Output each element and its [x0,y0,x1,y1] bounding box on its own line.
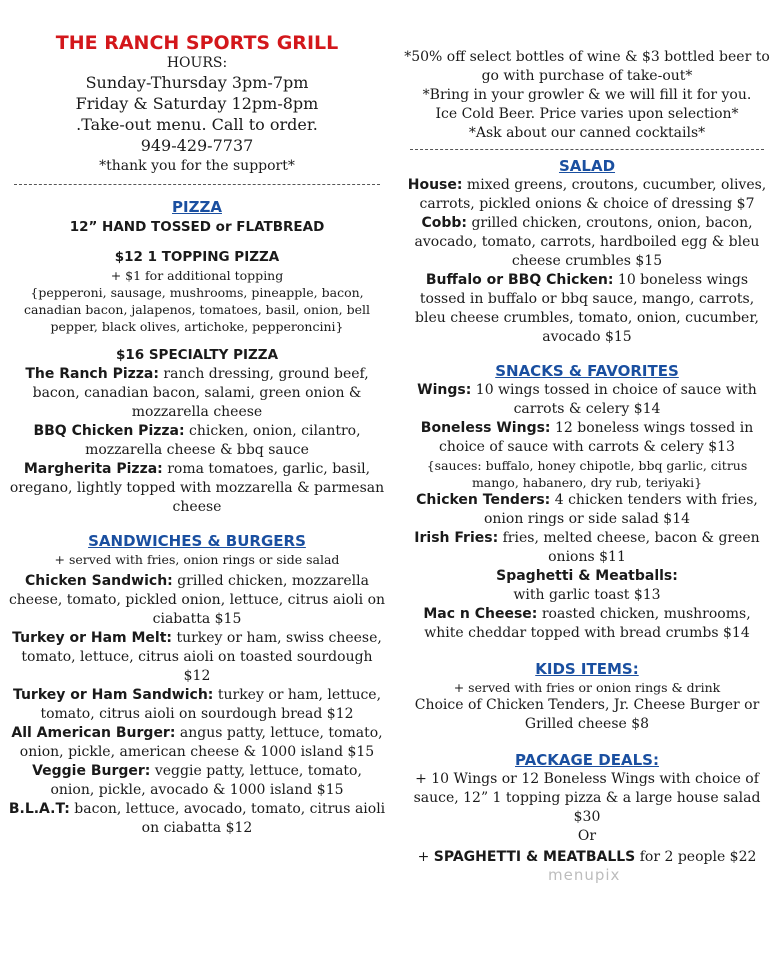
item-desc: angus patty, lettuce, tomato, onion, pickle, american cheese & 1000 island $15 [19,725,383,760]
topping-list: {pepperoni, sausage, mushrooms, pineapple, bacon, canadian bacon, jalapenos, tomatoes, basil, onion, bell pepper, black olives, artichoke, pepperoncini} [24,285,370,334]
item-desc: grilled chicken, croutons, onion, bacon, avocado, tomato, carrots, hardboiled egg & bleu cheese crumbles $15 [414,215,760,269]
package-or: Or [577,828,597,844]
sandwiches-heading: SANDWICHES & BURGERS [88,532,306,550]
menu-item [8,724,386,762]
item-name: The Ranch Pizza: [25,366,159,382]
thanks-note: *thank you for the support* [99,158,295,174]
item-name: Chicken Sandwich: [25,573,173,589]
item-desc: chicken, onion, cilantro, mozzarella cheese & bbq sauce [85,423,361,458]
left-column [8,0,386,838]
menu-item [8,365,386,422]
specialty-pizza-title: $16 SPECIALTY PIZZA [115,347,279,363]
item-desc: fries, melted cheese, bacon & green onions $11 [498,530,760,565]
canned-cocktails: *Ask about our canned cocktails* [468,125,706,141]
item-desc: mixed greens, croutons, cucumber, olives, carrots, pickled onions & choice of dressing $7 [419,177,767,212]
item-name: House: [407,177,463,193]
menu-item [404,381,770,419]
item-name: Turkey or Ham Melt: [12,630,172,646]
menu-item [8,800,386,838]
item-desc: veggie patty, lettuce, tomato, onion, pickle, avocado & 1000 island $15 [50,763,362,798]
pizza-style: 12” HAND TOSSED or FLATBREAD [69,219,325,235]
sandwiches-note: + served with fries, onion rings or side salad [54,552,340,567]
item-desc: 12 boneless wings tossed in choice of sauce with carrots & celery $13 [439,420,754,455]
menu-item [8,629,386,686]
item-desc: roma tomatoes, garlic, basil, oregano, lightly topped with mozzarella & parmesan cheese [9,461,385,515]
hours-weekend: Friday & Saturday 12pm-8pm [75,94,319,113]
package-deal-1: + 10 Wings or 12 Boneless Wings with choice of sauce, 12” 1 topping pizza & a large house salad $30 [413,771,761,825]
item-name: Spaghetti & Meatballs: [496,568,678,584]
divider [410,149,764,150]
menu-item [404,529,770,567]
kids-note: + served with fries or onion rings & drink [453,680,721,695]
item-desc: ranch dressing, ground beef, bacon, canadian bacon, salami, green onion & mozzarella cheese [32,366,369,420]
menu-item [8,762,386,800]
divider [14,184,380,185]
right-column [404,0,770,867]
package-deal-2 [404,848,770,867]
item-name: Buffalo or BBQ Chicken: [425,272,614,288]
menu-item [8,572,386,629]
item-desc: bacon, lettuce, avocado, tomato, citrus aioli on ciabatta $12 [69,801,386,836]
item-name: B.L.A.T: [8,801,70,817]
item-name: Boneless Wings: [420,420,551,436]
growler-offer: *Bring in your growler & we will fill it for you. [422,87,752,103]
ice-cold-beer: Ice Cold Beer. Price varies upon selection* [435,106,739,122]
item-desc: turkey or ham, swiss cheese, tomato, lettuce, citrus aioli on toasted sourdough $12 [21,630,382,684]
item-name: Mac n Cheese: [423,606,538,622]
deal2-desc: for 2 people $22 [635,849,757,865]
menu-item [404,214,770,271]
menu-item [404,419,770,457]
wine-beer-offer: *50% off select bottles of wine & $3 bottled beer to go with purchase of take-out* [404,49,770,84]
hours-weekday: Sunday-Thursday 3pm-7pm [85,73,309,92]
salad-heading: SALAD [558,157,616,175]
pizza-heading: PIZZA [172,198,222,216]
item-desc: grilled chicken, mozzarella cheese, tomato, pickled onion, lettuce, citrus aioli on ciabatta $15 [8,573,386,627]
kids-desc: Choice of Chicken Tenders, Jr. Cheese Burger or Grilled cheese $8 [414,697,760,732]
item-name: Margherita Pizza: [23,461,163,477]
takeout-note: .Take-out menu. Call to order. [76,115,318,134]
item-desc: 4 chicken tenders with fries, onion rings or side salad $14 [483,492,758,527]
item-desc: roasted chicken, mushrooms, white cheddar topped with bread crumbs $14 [424,606,751,641]
item-desc: 10 wings tossed in choice of sauce with carrots & celery $14 [471,382,757,417]
item-desc: with garlic toast $13 [513,587,661,603]
item-desc: 10 boneless wings tossed in buffalo or bbq sauce, mango, carrots, bleu cheese crumbles, tomato, onion, cucumber, avocado $15 [415,272,759,345]
snacks-heading: SNACKS & FAVORITES [495,362,679,380]
menu-item [8,422,386,460]
item-name: Chicken Tenders: [416,492,551,508]
menu-item [404,567,770,605]
item-name: All American Burger: [11,725,176,741]
restaurant-name: THE RANCH SPORTS GRILL [55,32,339,54]
phone-number: 949-429-7737 [140,136,254,155]
menu-item [404,605,770,643]
item-name: Veggie Burger: [32,763,151,779]
watermark: menupix [548,866,621,884]
item-name: Irish Fries: [414,530,499,546]
additional-topping-note: + $1 for additional topping [110,268,284,283]
topping-pizza-title: $12 1 TOPPING PIZZA [114,249,280,265]
menu-item [404,491,770,529]
item-desc: turkey or ham, lettuce, tomato, citrus aioli on sourdough bread $12 [40,687,382,722]
sauce-list: {sauces: buffalo, honey chipotle, bbq garlic, citrus mango, habanero, dry rub, teriyaki} [426,458,748,490]
item-name: BBQ Chicken Pizza: [33,423,185,439]
menu-item [404,176,770,214]
kids-heading: KIDS ITEMS: [535,660,639,678]
deal2-prefix: + [417,849,434,865]
menu-item [8,686,386,724]
item-name: Cobb: [421,215,467,231]
deal2-name: SPAGHETTI & MEATBALLS [433,849,636,865]
item-name: Turkey or Ham Sandwich: [12,687,214,703]
hours-label: HOURS: [166,55,228,71]
package-heading: PACKAGE DEALS: [515,751,659,769]
menu-item [404,271,770,347]
menu-item [8,460,386,517]
item-name: Wings: [417,382,472,398]
